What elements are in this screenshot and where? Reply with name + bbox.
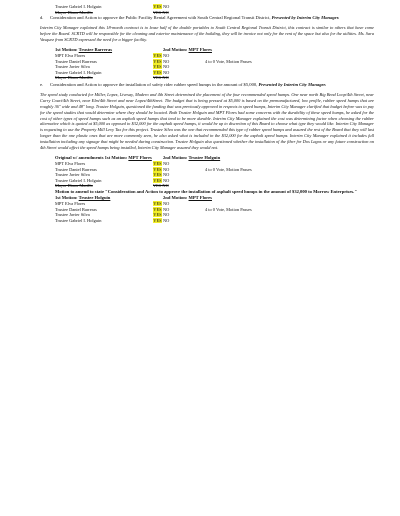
yes-highlight: YES: [153, 4, 162, 9]
vote-value: YES NO: [153, 4, 170, 9]
yes-highlight: YES: [153, 58, 162, 64]
yes-highlight: YES: [153, 217, 162, 223]
first-motion: 1st Motion: Trustee Barreras: [55, 46, 113, 52]
vote-result: 4 to 0 Vote, Motion Passes: [205, 166, 252, 172]
item-letter: d.: [40, 15, 44, 21]
yes-highlight: YES: [153, 160, 162, 166]
discussion-paragraph-d: Interim City Manager explained this 18-month contract is to lease half of the double portables to South Central Regional Transit District, this contract is similar to others that have come before the Board. SCRTD will be responsible for the cleaning and exterior maintenance of the building, they will be invoice not only for the rent of the space but also for the utilities. Ms. Sara Vasquez from SCRTD expressed the need for a bigger facility.: [40, 25, 374, 42]
first-motion: 1st Motion: Trustee Holguin: [55, 194, 111, 200]
vote-value: YES NO: [153, 212, 170, 218]
item-presenter: Presented by Interim City Manager.: [271, 15, 340, 21]
vote-value: YES NO: [153, 69, 170, 75]
item-text: Consideration and Action to approve the Public Facility Rental Agreement with South Central Regional Transit District,: [50, 15, 272, 21]
second-motion: 2nd Motion: Trustee Holguin: [163, 154, 221, 160]
yes-highlight: YES: [153, 166, 162, 172]
trustee-name: MPT Elva Flores: [55, 160, 86, 166]
item-text: Consideration and Action to approve the installation of safety rider rubber speed humps in the amount of $5,000,: [50, 81, 259, 87]
discussion-paragraph-e: The speed study conducted for Miller, Lopez, Livesay, Madero and 4th Street determined the placement of the four recommended speed humps. One near north Big Bend Loop/4th Street, near Curry Court/4th Street, near Elm/4th Street and near Lopez/4thStreet. The budget that is being pressed at $5,000 is based on the premanufactured, low profile, rubber speed humps that are roughly 36" wide and 48" long. Trustee Holguin, questioned the funding that was previously approved in respects to speed humps, Interim City Manager clarified that budget before was to pay for the speed studies that would determine where they should be located. Both Trustee Holguin and MPT Flores had some concerns with the durability of these speed humps, he asked for the cost of other types of speed humps such as an asphalt speed humps that tend to be more durable. Interim City Manager explained the cost was determining factor when choosing the rubber alternative which is quoted at $5,000 as opposed to $32,000 for the asphalt speed humps, it would be up to discretion of this Board to choose what type they would like. Interim City Manager is requesting to use the Property Mill Levy Tax for this project. Trustee Silva was the one that recommended this type of rubber speed humps and assured the rest of the Board that they will last longer than the one plastic ones that are more commonly seen, he also asked what is included in the $32,000 for the asphalt speed humps. Interim City Manager explained it includes full installation including any signage that might be needed during construction. Trustee Holguin also questioned whether the installation of the fiber for Dos Lagos or any future construction on 4th Street would affect the speed humps being installed, Interim City Manager assured they would not.: [40, 91, 374, 151]
trustee-name: MPT Elva Flores: [55, 52, 86, 58]
yes-highlight: YES: [153, 212, 162, 218]
yes-highlight: YES: [153, 200, 162, 206]
second-motion: 2nd Motion: MPT Flores: [163, 46, 212, 52]
agenda-item-d: [40, 15, 374, 21]
vote-result: 4 to 0 Vote, Motion Passes: [205, 206, 252, 212]
vote-value: YES NO: [153, 206, 170, 212]
trustee-name: Mayor Diana Murillo: [55, 183, 93, 189]
yes-highlight: YES: [153, 69, 162, 75]
second-motion: 2nd Motion: MPT Flores: [163, 194, 212, 200]
vote-row: [55, 218, 374, 224]
agenda-item-e: [40, 82, 374, 88]
trustee-name: Trustee Gabriel I. Holguin: [55, 4, 102, 9]
vote-value: YES NO: [153, 160, 170, 166]
mayor-name: Mayor Diana Murillo: [55, 9, 93, 15]
trustee-name: Trustee Javier Silva: [55, 212, 90, 218]
vote-value: YES NO: [153, 75, 169, 81]
vote-value: YES NO: [153, 177, 170, 183]
motion-block-d: [55, 47, 374, 81]
vote-result: 4 to 0 Vote, Motion Passes: [205, 58, 252, 64]
vote-value: YES NO: [153, 64, 170, 70]
trustee-name: MPT Elva Flores: [55, 200, 86, 206]
yes-highlight: YES: [153, 206, 162, 212]
top-vote-list: [55, 4, 374, 15]
vote-value: YES NO: [153, 172, 170, 178]
vote-value: YES NO: [153, 166, 170, 172]
vote-value: YES NO: [153, 183, 169, 189]
trustee-name: Trustee Javier Silva: [55, 172, 90, 178]
first-motion: Original w/ amendments 1st Motion: MPT Flores: [55, 154, 152, 160]
vote-value: YES NO: [153, 58, 170, 64]
trustee-name: Trustee Gabriel I. Holguin: [55, 69, 102, 75]
trustee-name: Trustee Javier Silva: [55, 64, 90, 70]
vote-list: [55, 53, 374, 81]
yes-highlight: YES: [153, 172, 162, 178]
vote-list: [55, 201, 374, 223]
item-letter: e.: [40, 81, 44, 87]
trustee-name: Trustee Daniel Barreras: [55, 58, 97, 64]
vote-row-struck: [55, 183, 374, 189]
amendment-motion: Motion to amend to state "Consideration and Action to approve the installation of asphalt speed humps in the amount of $32,000 to Morrow Enterprises.": [55, 188, 357, 194]
yes-highlight: YES: [153, 177, 162, 183]
motion-block-e1: [55, 155, 374, 223]
vote-value: YES NO: [153, 217, 170, 223]
yes-highlight: YES: [153, 64, 162, 70]
item-presenter: Presented by Interim City Manager.: [258, 81, 327, 87]
trustee-name: Trustee Daniel Barreras: [55, 206, 97, 212]
vote-value: YES NO: [153, 200, 170, 206]
trustee-name: Trustee Gabriel I. Holguin: [55, 177, 102, 183]
trustee-name: Trustee Daniel Barreras: [55, 166, 97, 172]
trustee-name: Trustee Gabriel I. Holguin: [55, 217, 102, 223]
trustee-name: Mayor Diana Murillo: [55, 75, 93, 81]
yes-highlight: YES: [153, 52, 162, 58]
vote-list: [55, 161, 374, 189]
vote-value: YES NO: [153, 52, 170, 58]
vote-value: YES NO: [153, 9, 169, 15]
vote-row-struck: [55, 75, 374, 81]
